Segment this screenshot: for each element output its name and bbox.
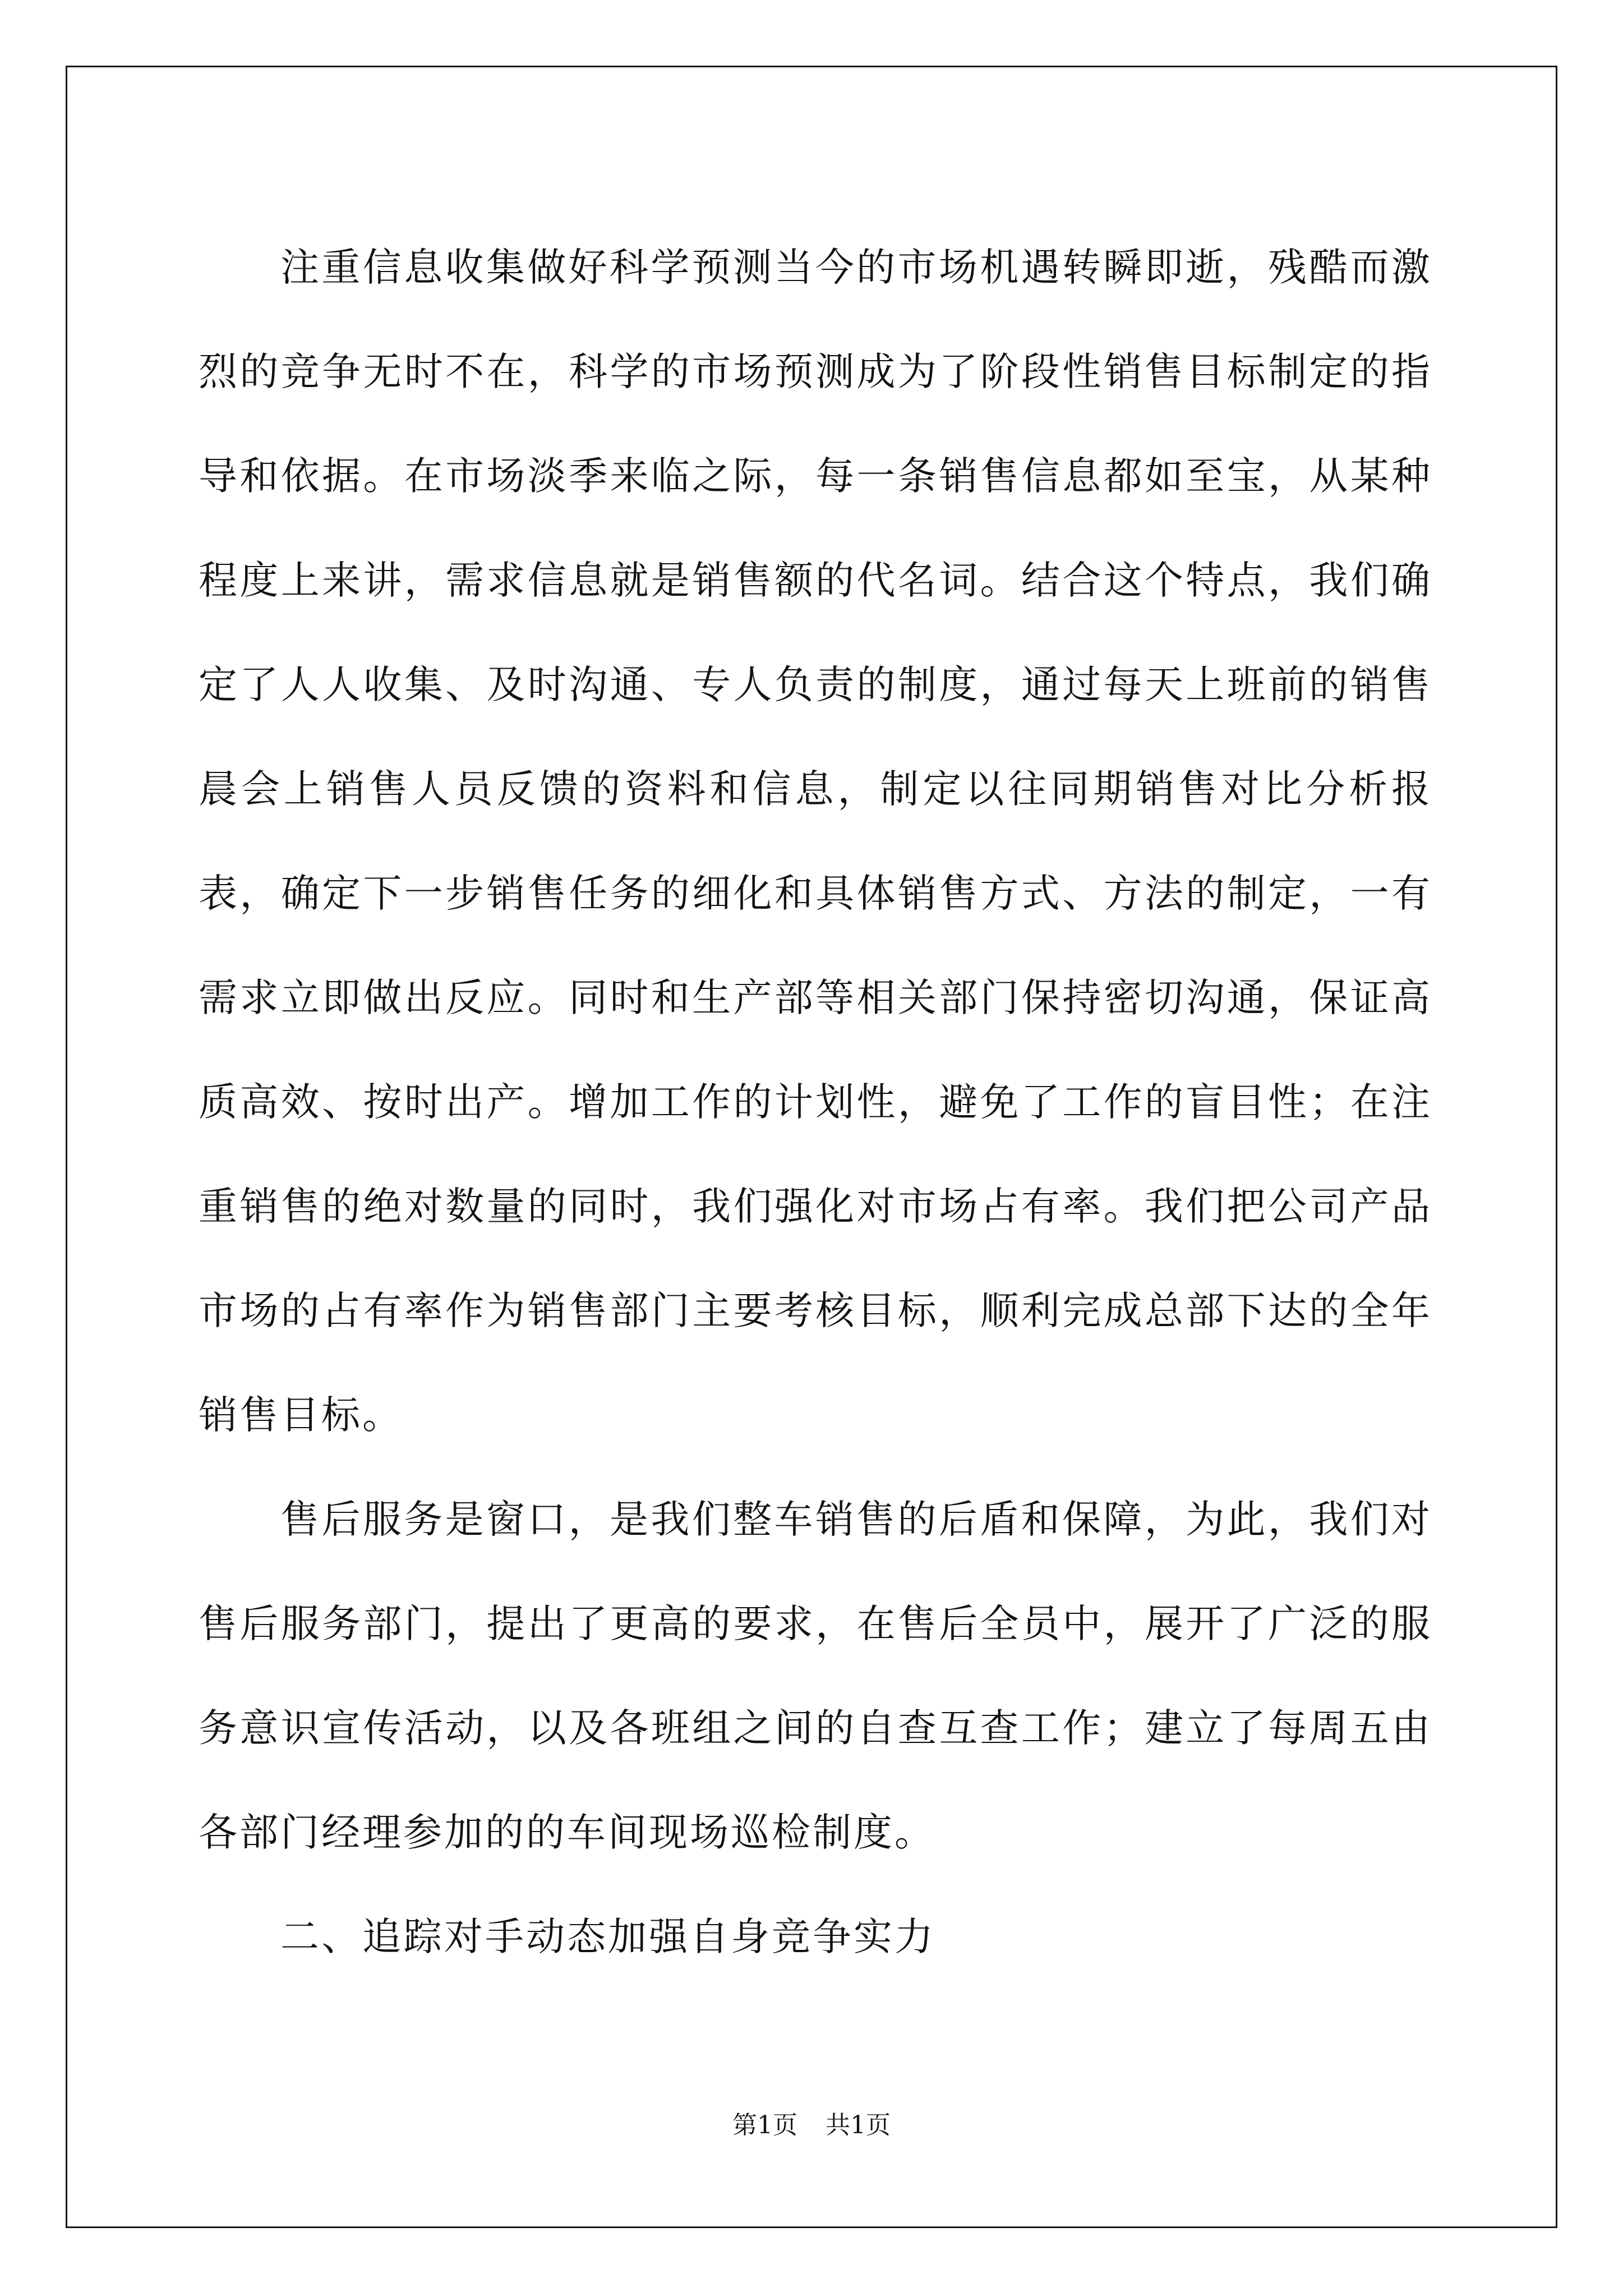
page-number: 第1页 bbox=[732, 2111, 797, 2139]
document-body bbox=[199, 215, 1432, 1989]
page-total: 共1页 bbox=[826, 2111, 891, 2139]
paragraph-market-forecast: 注重信息收集做好科学预测当今的市场机遇转瞬即逝，残酷而激烈的竞争无时不在，科学的市场预测成为了阶段性销售目标制定的指导和依据。在市场淡季来临之际，每一条销售信息都如至宝，从某种程度上来讲，需求信息就是销售额的代名词。结合这个特点，我们确定了人人收集、及时沟通、专人负责的制度，通过每天上班前的销售晨会上销售人员反馈的资料和信息，制定以往同期销售对比分析报表，确定下一步销售任务的细化和具体销售方式、方法的制定，一有需求立即做出反应。同时和生产部等相关部门保持密切沟通，保证高质高效、按时出产。增加工作的计划性，避免了工作的盲目性；在注重销售的绝对数量的同时，我们强化对市场占有率。我们把公司产品市场的占有率作为销售部门主要考核目标，顺利完成总部下达的全年销售目标。 bbox=[199, 245, 1432, 1438]
section-heading: 二、追踪对手动态加强自身竞争实力 bbox=[280, 1915, 935, 1959]
paragraph-after-sales: 售后服务是窗口，是我们整车销售的后盾和保障，为此，我们对售后服务部门，提出了更高的要求，在售后全员中，展开了广泛的服务意识宣传活动，以及各班组之间的自查互查工作；建立了每周五由各部门经理参加的的车间现场巡检制度。 bbox=[199, 1497, 1432, 1855]
page-footer bbox=[0, 2105, 1623, 2141]
